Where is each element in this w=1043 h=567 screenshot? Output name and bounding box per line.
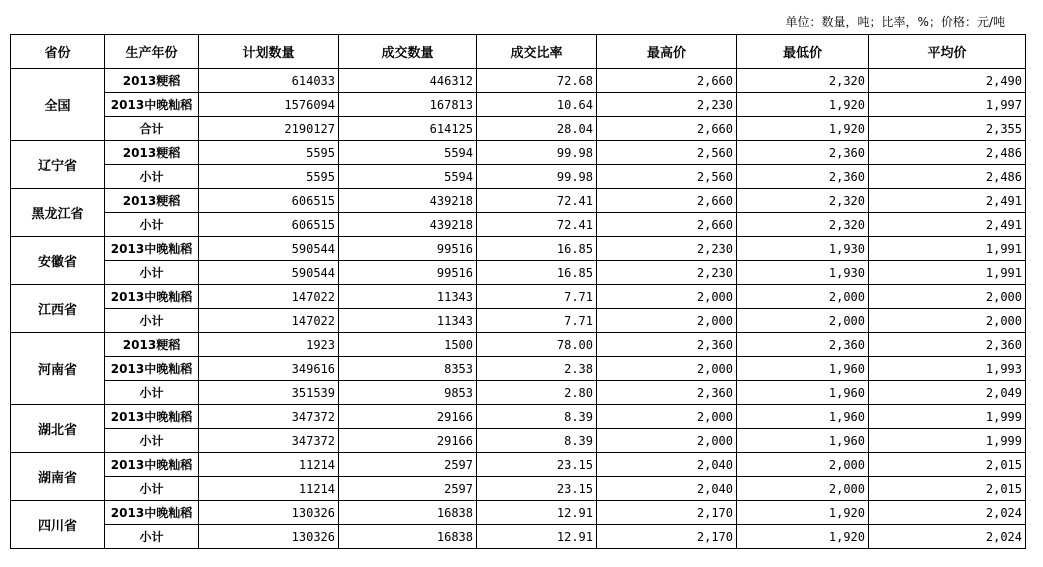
table-row — [11, 525, 1026, 549]
grade-cell: 小计 — [105, 525, 199, 549]
max-price-cell: 2,040 — [597, 477, 737, 501]
deal-ratio-cell: 7.71 — [477, 309, 597, 333]
table-row — [11, 117, 1026, 141]
table-row — [11, 453, 1026, 477]
table-row — [11, 189, 1026, 213]
avg-price-cell: 1,999 — [869, 429, 1026, 453]
grade-cell: 小计 — [105, 381, 199, 405]
deal-ratio-cell: 23.15 — [477, 477, 597, 501]
deal-quantity-cell: 2597 — [339, 477, 477, 501]
grade-cell: 2013中晚籼稻 — [105, 405, 199, 429]
min-price-cell: 1,920 — [737, 93, 869, 117]
avg-price-cell: 2,015 — [869, 477, 1026, 501]
header-province: 省份 — [11, 35, 105, 69]
header-deal-quantity: 成交数量 — [339, 35, 477, 69]
max-price-cell: 2,170 — [597, 501, 737, 525]
min-price-cell: 1,920 — [737, 525, 869, 549]
planned-quantity-cell: 590544 — [199, 261, 339, 285]
avg-price-cell: 2,355 — [869, 117, 1026, 141]
deal-quantity-cell: 29166 — [339, 429, 477, 453]
planned-quantity-cell: 347372 — [199, 429, 339, 453]
deal-quantity-cell: 614125 — [339, 117, 477, 141]
avg-price-cell: 2,360 — [869, 333, 1026, 357]
deal-ratio-cell: 23.15 — [477, 453, 597, 477]
avg-price-cell: 2,049 — [869, 381, 1026, 405]
min-price-cell: 2,000 — [737, 285, 869, 309]
planned-quantity-cell: 11214 — [199, 477, 339, 501]
min-price-cell: 2,000 — [737, 477, 869, 501]
min-price-cell: 1,960 — [737, 429, 869, 453]
deal-ratio-cell: 12.91 — [477, 501, 597, 525]
deal-quantity-cell: 167813 — [339, 93, 477, 117]
header-deal-ratio: 成交比率 — [477, 35, 597, 69]
grade-cell: 2013粳稻 — [105, 189, 199, 213]
deal-quantity-cell: 99516 — [339, 237, 477, 261]
planned-quantity-cell: 5595 — [199, 165, 339, 189]
min-price-cell: 2,320 — [737, 189, 869, 213]
table-row — [11, 261, 1026, 285]
planned-quantity-cell: 1576094 — [199, 93, 339, 117]
deal-ratio-cell: 10.64 — [477, 93, 597, 117]
min-price-cell: 2,320 — [737, 213, 869, 237]
planned-quantity-cell: 349616 — [199, 357, 339, 381]
grade-cell: 2013中晚籼稻 — [105, 93, 199, 117]
grade-cell: 小计 — [105, 429, 199, 453]
planned-quantity-cell: 351539 — [199, 381, 339, 405]
avg-price-cell: 1,991 — [869, 261, 1026, 285]
max-price-cell: 2,230 — [597, 237, 737, 261]
avg-price-cell: 2,486 — [869, 165, 1026, 189]
max-price-cell: 2,660 — [597, 189, 737, 213]
planned-quantity-cell: 5595 — [199, 141, 339, 165]
deal-quantity-cell: 5594 — [339, 165, 477, 189]
max-price-cell: 2,660 — [597, 69, 737, 93]
max-price-cell: 2,660 — [597, 117, 737, 141]
table-row — [11, 309, 1026, 333]
max-price-cell: 2,230 — [597, 93, 737, 117]
deal-ratio-cell: 78.00 — [477, 333, 597, 357]
grade-cell: 2013中晚籼稻 — [105, 285, 199, 309]
deal-quantity-cell: 439218 — [339, 189, 477, 213]
grade-cell: 2013中晚籼稻 — [105, 237, 199, 261]
deal-ratio-cell: 8.39 — [477, 429, 597, 453]
max-price-cell: 2,000 — [597, 357, 737, 381]
table-row — [11, 285, 1026, 309]
deal-ratio-cell: 72.41 — [477, 213, 597, 237]
auction-results-table — [10, 34, 1026, 549]
table-row — [11, 405, 1026, 429]
max-price-cell: 2,360 — [597, 333, 737, 357]
table-row — [11, 93, 1026, 117]
min-price-cell: 1,930 — [737, 237, 869, 261]
province-cell: 全国 — [11, 69, 105, 141]
planned-quantity-cell: 130326 — [199, 501, 339, 525]
province-cell: 湖北省 — [11, 405, 105, 453]
province-cell: 湖南省 — [11, 453, 105, 501]
province-cell: 辽宁省 — [11, 141, 105, 189]
header-avg-price: 平均价 — [869, 35, 1026, 69]
min-price-cell: 2,360 — [737, 165, 869, 189]
avg-price-cell: 2,490 — [869, 69, 1026, 93]
table-row — [11, 213, 1026, 237]
max-price-cell: 2,360 — [597, 381, 737, 405]
max-price-cell: 2,560 — [597, 141, 737, 165]
deal-quantity-cell: 2597 — [339, 453, 477, 477]
table-row — [11, 381, 1026, 405]
deal-quantity-cell: 16838 — [339, 525, 477, 549]
avg-price-cell: 2,000 — [869, 285, 1026, 309]
grade-cell: 2013中晚籼稻 — [105, 357, 199, 381]
avg-price-cell: 1,999 — [869, 405, 1026, 429]
max-price-cell: 2,000 — [597, 429, 737, 453]
avg-price-cell: 2,015 — [869, 453, 1026, 477]
table-row — [11, 501, 1026, 525]
planned-quantity-cell: 347372 — [199, 405, 339, 429]
min-price-cell: 1,960 — [737, 381, 869, 405]
min-price-cell: 1,930 — [737, 261, 869, 285]
province-cell: 安徽省 — [11, 237, 105, 285]
max-price-cell: 2,000 — [597, 285, 737, 309]
grade-cell: 2013粳稻 — [105, 69, 199, 93]
deal-ratio-cell: 8.39 — [477, 405, 597, 429]
avg-price-cell: 1,997 — [869, 93, 1026, 117]
avg-price-cell: 2,486 — [869, 141, 1026, 165]
province-cell: 黑龙江省 — [11, 189, 105, 237]
table-row — [11, 357, 1026, 381]
header-max-price: 最高价 — [597, 35, 737, 69]
min-price-cell: 1,960 — [737, 357, 869, 381]
deal-quantity-cell: 446312 — [339, 69, 477, 93]
unit-note: 单位：数量，吨；比率，%；价格：元/吨 — [785, 15, 1005, 29]
table-row — [11, 69, 1026, 93]
min-price-cell: 2,360 — [737, 333, 869, 357]
planned-quantity-cell: 606515 — [199, 189, 339, 213]
table-row — [11, 165, 1026, 189]
avg-price-cell: 2,024 — [869, 501, 1026, 525]
deal-quantity-cell: 5594 — [339, 141, 477, 165]
max-price-cell: 2,040 — [597, 453, 737, 477]
deal-quantity-cell: 16838 — [339, 501, 477, 525]
deal-ratio-cell: 16.85 — [477, 237, 597, 261]
avg-price-cell: 2,491 — [869, 213, 1026, 237]
header-min-price: 最低价 — [737, 35, 869, 69]
grade-cell: 小计 — [105, 477, 199, 501]
planned-quantity-cell: 11214 — [199, 453, 339, 477]
min-price-cell: 1,920 — [737, 117, 869, 141]
header-grade: 生产年份 — [105, 35, 199, 69]
min-price-cell: 2,000 — [737, 309, 869, 333]
table-row — [11, 237, 1026, 261]
deal-quantity-cell: 99516 — [339, 261, 477, 285]
header-row — [11, 35, 1026, 69]
grade-cell: 2013中晚籼稻 — [105, 501, 199, 525]
avg-price-cell: 2,024 — [869, 525, 1026, 549]
deal-quantity-cell: 11343 — [339, 285, 477, 309]
deal-quantity-cell: 439218 — [339, 213, 477, 237]
table-row — [11, 429, 1026, 453]
deal-ratio-cell: 2.38 — [477, 357, 597, 381]
avg-price-cell: 1,993 — [869, 357, 1026, 381]
grade-cell: 小计 — [105, 309, 199, 333]
table-row — [11, 333, 1026, 357]
min-price-cell: 1,960 — [737, 405, 869, 429]
grade-cell: 2013粳稻 — [105, 333, 199, 357]
grade-cell: 小计 — [105, 213, 199, 237]
planned-quantity-cell: 147022 — [199, 309, 339, 333]
deal-ratio-cell: 99.98 — [477, 165, 597, 189]
grade-cell: 合计 — [105, 117, 199, 141]
min-price-cell: 2,000 — [737, 453, 869, 477]
min-price-cell: 2,320 — [737, 69, 869, 93]
max-price-cell: 2,000 — [597, 309, 737, 333]
planned-quantity-cell: 614033 — [199, 69, 339, 93]
min-price-cell: 2,360 — [737, 141, 869, 165]
max-price-cell: 2,230 — [597, 261, 737, 285]
province-cell: 河南省 — [11, 333, 105, 405]
planned-quantity-cell: 147022 — [199, 285, 339, 309]
deal-quantity-cell: 11343 — [339, 309, 477, 333]
deal-quantity-cell: 8353 — [339, 357, 477, 381]
grade-cell: 小计 — [105, 261, 199, 285]
deal-ratio-cell: 99.98 — [477, 141, 597, 165]
province-cell: 江西省 — [11, 285, 105, 333]
deal-quantity-cell: 1500 — [339, 333, 477, 357]
grade-cell: 2013中晚籼稻 — [105, 453, 199, 477]
deal-quantity-cell: 9853 — [339, 381, 477, 405]
max-price-cell: 2,000 — [597, 405, 737, 429]
deal-ratio-cell: 16.85 — [477, 261, 597, 285]
header-planned-quantity: 计划数量 — [199, 35, 339, 69]
table-row — [11, 141, 1026, 165]
max-price-cell: 2,660 — [597, 213, 737, 237]
planned-quantity-cell: 130326 — [199, 525, 339, 549]
planned-quantity-cell: 590544 — [199, 237, 339, 261]
avg-price-cell: 1,991 — [869, 237, 1026, 261]
deal-ratio-cell: 12.91 — [477, 525, 597, 549]
planned-quantity-cell: 606515 — [199, 213, 339, 237]
grade-cell: 2013粳稻 — [105, 141, 199, 165]
min-price-cell: 1,920 — [737, 501, 869, 525]
deal-ratio-cell: 7.71 — [477, 285, 597, 309]
grade-cell: 小计 — [105, 165, 199, 189]
max-price-cell: 2,560 — [597, 165, 737, 189]
deal-ratio-cell: 28.04 — [477, 117, 597, 141]
deal-ratio-cell: 72.68 — [477, 69, 597, 93]
deal-ratio-cell: 2.80 — [477, 381, 597, 405]
max-price-cell: 2,170 — [597, 525, 737, 549]
deal-ratio-cell: 72.41 — [477, 189, 597, 213]
province-cell: 四川省 — [11, 501, 105, 549]
planned-quantity-cell: 2190127 — [199, 117, 339, 141]
planned-quantity-cell: 1923 — [199, 333, 339, 357]
avg-price-cell: 2,491 — [869, 189, 1026, 213]
avg-price-cell: 2,000 — [869, 309, 1026, 333]
deal-quantity-cell: 29166 — [339, 405, 477, 429]
table-row — [11, 477, 1026, 501]
